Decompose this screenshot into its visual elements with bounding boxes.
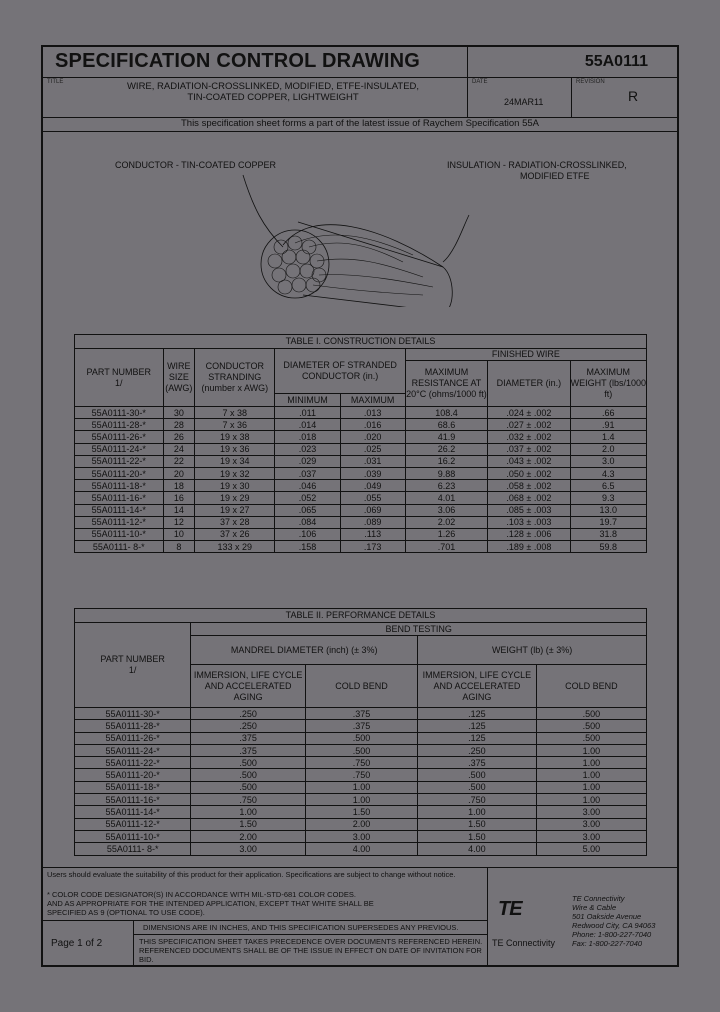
t2-header-part: PART NUMBER 1/: [75, 623, 191, 708]
table1-cell: .113: [340, 528, 405, 540]
table1-cell: .018: [275, 431, 340, 443]
table1-cell: .701: [405, 541, 487, 553]
table1-cell: .089: [340, 516, 405, 528]
table2-cell: .125: [418, 708, 537, 720]
table2-cell: .375: [418, 757, 537, 769]
table1-cell: 4.01: [405, 492, 487, 504]
table1-cell: 4.3: [570, 467, 646, 479]
table1-cell: 18: [163, 480, 195, 492]
table1-cell: 10: [163, 528, 195, 540]
table1-cell: .037 ± .002: [488, 443, 570, 455]
address-line6: Fax: 1-800-227-7040: [572, 939, 643, 948]
table2-row: [75, 720, 647, 732]
table1-cell: 1.26: [405, 528, 487, 540]
table1-cell: 19 x 27: [195, 504, 275, 516]
table2-row: [75, 757, 647, 769]
precedence-note: [139, 937, 483, 964]
table2-cell: .375: [305, 720, 417, 732]
table1-cell: 12: [163, 516, 195, 528]
table1-cell: .014: [275, 419, 340, 431]
table1-cell: .103 ± .003: [488, 516, 570, 528]
info-row: [43, 77, 677, 118]
table2-cell: 55A0111-20-*: [75, 769, 191, 781]
table1-cell: 55A0111-10-*: [75, 528, 164, 540]
table2-cell: .375: [305, 708, 417, 720]
table2-cell: .250: [191, 720, 306, 732]
table1-cell: 16.2: [405, 455, 487, 467]
table1-cell: .032 ± .002: [488, 431, 570, 443]
table1-cell: 68.6: [405, 419, 487, 431]
table1-row: [75, 528, 647, 540]
table1-cell: .020: [340, 431, 405, 443]
table1-row: [75, 480, 647, 492]
precedence-line1: THIS SPECIFICATION SHEET TAKES PRECEDENCE OVER DOCUMENTS REFERENCED HEREIN.: [139, 937, 483, 946]
table1-cell: 37 x 26: [195, 528, 275, 540]
table2-cell: 55A0111-26-*: [75, 732, 191, 744]
table1-cell: 55A0111-22-*: [75, 455, 164, 467]
table2-caption: TABLE II. PERFORMANCE DETAILS: [75, 609, 647, 623]
date-value: 24MAR11: [504, 97, 544, 107]
table1-cell: 14: [163, 504, 195, 516]
t2-header-mandrel-cold: COLD BEND: [305, 665, 417, 708]
table1-cell: .058 ± .002: [488, 480, 570, 492]
table2-cell: .500: [191, 757, 306, 769]
table1-cell: .069: [340, 504, 405, 516]
t1-header-wire-size: WIRE SIZE (AWG): [163, 349, 195, 407]
revision-label: REVISION: [576, 79, 605, 85]
address-line4: Redwood City, CA 94063: [572, 921, 656, 930]
table1-cell: 13.0: [570, 504, 646, 516]
performance-details-table: [74, 608, 647, 856]
table1-cell: .050 ± .002: [488, 467, 570, 479]
table2-cell: 55A0111-28-*: [75, 720, 191, 732]
table1-cell: 37 x 28: [195, 516, 275, 528]
table1-cell: 20: [163, 467, 195, 479]
table2-cell: 4.00: [418, 843, 537, 855]
footer-divider-2: [133, 934, 487, 935]
table2-cell: .500: [418, 769, 537, 781]
t1-header-stranding: CONDUCTOR STRANDING (number x AWG): [195, 349, 275, 407]
table2-cell: 55A0111-16-*: [75, 794, 191, 806]
address-line5: Phone: 1-800-227-7040: [572, 930, 652, 939]
table2-cell: .500: [536, 708, 646, 720]
table2-cell: 1.00: [305, 781, 417, 793]
table2-cell: 4.00: [305, 843, 417, 855]
table1-cell: 31.8: [570, 528, 646, 540]
table2-cell: .500: [305, 732, 417, 744]
table1-cell: 19 x 30: [195, 480, 275, 492]
table1-cell: 55A0111-20-*: [75, 467, 164, 479]
table1-cell: .158: [275, 541, 340, 553]
table1-cell: 19 x 29: [195, 492, 275, 504]
table1-cell: 55A0111-14-*: [75, 504, 164, 516]
table2-row: [75, 744, 647, 756]
table1-cell: .037: [275, 467, 340, 479]
table1-cell: .031: [340, 455, 405, 467]
table2-cell: 1.50: [418, 818, 537, 830]
spec-statement: This specification sheet forms a part of the latest issue of Raychem Specification 55A: [43, 117, 677, 132]
t1-header-part: PART NUMBER 1/: [75, 349, 164, 407]
table1-cell: 55A0111- 8-*: [75, 541, 164, 553]
table1-row: [75, 443, 647, 455]
table2-cell: 3.00: [536, 818, 646, 830]
table2-cell: 1.50: [418, 830, 537, 842]
table1-cell: 9.88: [405, 467, 487, 479]
table2-cell: .500: [191, 769, 306, 781]
construction-details-table: [74, 334, 647, 553]
doc-number-box: [467, 47, 678, 77]
table1-cell: 55A0111-24-*: [75, 443, 164, 455]
table2-cell: 3.00: [536, 806, 646, 818]
precedence-line2: REFERENCED DOCUMENTS SHALL BE OF THE ISSUE IN EFFECT ON DATE OF INVITATION FOR BID.: [139, 946, 482, 964]
address-line3: 501 Oakside Avenue: [572, 912, 642, 921]
table2-cell: .375: [191, 744, 306, 756]
date-label: DATE: [472, 79, 488, 85]
table1-row: [75, 467, 647, 479]
table1-cell: .189 ± .008: [488, 541, 570, 553]
notes-section: [43, 867, 677, 966]
table2-cell: .750: [305, 769, 417, 781]
table2-row: [75, 732, 647, 744]
table2-cell: 2.00: [305, 818, 417, 830]
doc-number: 55A0111: [584, 53, 648, 70]
disclaimer-line1: Users should evaluate the suitability of this product for their application. Specifications are subject to change without notice.: [47, 870, 456, 879]
table2-cell: 55A0111- 8-*: [75, 843, 191, 855]
table1-cell: 19 x 38: [195, 431, 275, 443]
table1-cell: 133 x 29: [195, 541, 275, 553]
table2-cell: .750: [418, 794, 537, 806]
table2-cell: 1.00: [536, 769, 646, 781]
table1-cell: 19 x 36: [195, 443, 275, 455]
table2-row: [75, 830, 647, 842]
table1-cell: .016: [340, 419, 405, 431]
revision-value: R: [628, 88, 639, 104]
specification-sheet: [41, 45, 679, 967]
table1-cell: .024 ± .002: [488, 407, 570, 419]
table1-cell: .91: [570, 419, 646, 431]
table2-row: [75, 794, 647, 806]
document-title: SPECIFICATION CONTROL DRAWING: [55, 50, 421, 72]
table1-cell: 55A0111-28-*: [75, 419, 164, 431]
conductor-callout: CONDUCTOR - TIN-COATED COPPER: [115, 160, 277, 170]
insulation-callout-line1: INSULATION - RADIATION-CROSSLINKED,: [447, 160, 627, 170]
t1-header-max: MAXIMUM: [340, 394, 405, 407]
te-logo: TE: [498, 898, 522, 920]
table2-cell: 2.00: [191, 830, 306, 842]
table2-cell: .125: [418, 720, 537, 732]
table2-cell: .500: [191, 781, 306, 793]
table2-cell: 55A0111-24-*: [75, 744, 191, 756]
table1-cell: 19 x 32: [195, 467, 275, 479]
t2-header-weight: WEIGHT (lb) (± 3%): [418, 636, 647, 665]
color-note-line3: SPECIFIED AS 9 (OPTIONAL TO USE CODE).: [47, 908, 205, 917]
table1-row: [75, 455, 647, 467]
insulation-callout-line2: MODIFIED ETFE: [520, 171, 590, 181]
table2-cell: .375: [191, 732, 306, 744]
t1-header-finished: FINISHED WIRE: [405, 349, 646, 361]
table2-cell: .500: [305, 744, 417, 756]
table1-cell: 30: [163, 407, 195, 419]
table1-cell: .128 ± .006: [488, 528, 570, 540]
table1-cell: .66: [570, 407, 646, 419]
table1-cell: 55A0111-18-*: [75, 480, 164, 492]
table2-row: [75, 818, 647, 830]
table2-cell: 3.00: [305, 830, 417, 842]
table1-cell: 8: [163, 541, 195, 553]
table2-cell: 1.00: [418, 806, 537, 818]
dimensions-note: DIMENSIONS ARE IN INCHES, AND THIS SPECIFICATION SUPERSEDES ANY PREVIOUS.: [143, 923, 459, 932]
table1-cell: 19.7: [570, 516, 646, 528]
table1-cell: 7 x 36: [195, 419, 275, 431]
table1-cell: 108.4: [405, 407, 487, 419]
table2-cell: .250: [418, 744, 537, 756]
table1-cell: .085 ± .003: [488, 504, 570, 516]
table1-cell: 7 x 38: [195, 407, 275, 419]
table1-cell: 26: [163, 431, 195, 443]
table1-cell: .065: [275, 504, 340, 516]
revision-box: [571, 77, 678, 117]
color-code-note: [47, 890, 487, 917]
t1-header-diameter: DIAMETER OF STRANDED CONDUCTOR (in.): [275, 349, 405, 394]
t2-body: [75, 708, 647, 856]
color-note-line2: AND AS APPROPRIATE FOR THE INTENDED APPLICATION, EXCEPT THAT WHITE SHALL BE: [47, 899, 374, 908]
address-line2: Wire & Cable: [572, 903, 617, 912]
t1-header-weight: MAXIMUM WEIGHT (lbs/1000 ft): [570, 361, 646, 407]
table1-cell: .043 ± .002: [488, 455, 570, 467]
table2-cell: .125: [418, 732, 537, 744]
table1-cell: 6.5: [570, 480, 646, 492]
table2-cell: 55A0111-12-*: [75, 818, 191, 830]
page-number: Page 1 of 2: [51, 938, 103, 949]
table2-cell: 1.00: [536, 794, 646, 806]
table1-cell: 55A0111-26-*: [75, 431, 164, 443]
wire-description: [103, 81, 443, 103]
table1-cell: .046: [275, 480, 340, 492]
t1-header-min: MINIMUM: [275, 394, 340, 407]
address-line1: TE Connectivity: [572, 894, 625, 903]
table2-cell: .750: [191, 794, 306, 806]
company-block: [487, 868, 678, 966]
table1-cell: 1.4: [570, 431, 646, 443]
table2-cell: 55A0111-30-*: [75, 708, 191, 720]
table1-cell: 28: [163, 419, 195, 431]
description-line1: WIRE, RADIATION-CROSSLINKED, MODIFIED, ETFE-INSULATED,: [126, 81, 420, 92]
table2-row: [75, 843, 647, 855]
table1-cell: 26.2: [405, 443, 487, 455]
table1-cell: .106: [275, 528, 340, 540]
color-note-line1: * COLOR CODE DESIGNATOR(S) IN ACCORDANCE WITH MIL-STD-681 COLOR CODES.: [47, 890, 356, 899]
t2-header-bend: BEND TESTING: [191, 623, 647, 636]
wire-illustration: [223, 167, 483, 307]
table1-cell: .027 ± .002: [488, 419, 570, 431]
table1-cell: 22: [163, 455, 195, 467]
table1-cell: .025: [340, 443, 405, 455]
table2-cell: 1.00: [536, 757, 646, 769]
table1-cell: .055: [340, 492, 405, 504]
table1-cell: .023: [275, 443, 340, 455]
table2-cell: .500: [418, 781, 537, 793]
table2-cell: 55A0111-10-*: [75, 830, 191, 842]
table1-row: [75, 419, 647, 431]
table1-cell: 3.0: [570, 455, 646, 467]
table2-row: [75, 708, 647, 720]
table1-cell: 3.06: [405, 504, 487, 516]
table2-cell: 1.00: [191, 806, 306, 818]
company-address: [572, 894, 655, 948]
table1-cell: 55A0111-16-*: [75, 492, 164, 504]
table2-cell: 1.00: [536, 781, 646, 793]
table2-row: [75, 781, 647, 793]
table1-row: [75, 431, 647, 443]
t2-header-mandrel-immersion: IMMERSION, LIFE CYCLE AND ACCELERATED AGING: [191, 665, 306, 708]
table2-row: [75, 806, 647, 818]
table1-cell: 9.3: [570, 492, 646, 504]
t2-header-weight-immersion: IMMERSION, LIFE CYCLE AND ACCELERATED AGING: [418, 665, 537, 708]
date-box: [467, 77, 572, 117]
table2-cell: .500: [536, 732, 646, 744]
title-label: TITLE: [47, 79, 64, 85]
description-line2: TIN-COATED COPPER, LIGHTWEIGHT: [187, 92, 359, 103]
table1-cell: .013: [340, 407, 405, 419]
table1-cell: .029: [275, 455, 340, 467]
table1-row: [75, 541, 647, 553]
table1-row: [75, 516, 647, 528]
table2-cell: 3.00: [191, 843, 306, 855]
table1-cell: .068 ± .002: [488, 492, 570, 504]
table1-cell: .049: [340, 480, 405, 492]
company-name: TE Connectivity: [492, 938, 556, 948]
table1-cell: .052: [275, 492, 340, 504]
table2-cell: 55A0111-14-*: [75, 806, 191, 818]
table1-row: [75, 492, 647, 504]
table1-row: [75, 504, 647, 516]
table2-cell: .250: [191, 708, 306, 720]
table1-cell: .084: [275, 516, 340, 528]
t1-header-fin-diameter: DIAMETER (in.): [488, 361, 570, 407]
table1-cell: 2.0: [570, 443, 646, 455]
t2-header-mandrel: MANDREL DIAMETER (inch) (± 3%): [191, 636, 418, 665]
table1-cell: 55A0111-12-*: [75, 516, 164, 528]
table1-cell: 24: [163, 443, 195, 455]
table2-cell: 1.50: [191, 818, 306, 830]
title-row: [43, 47, 677, 78]
table1-cell: 16: [163, 492, 195, 504]
table1-row: [75, 407, 647, 419]
table1-cell: 59.8: [570, 541, 646, 553]
table1-cell: 41.9: [405, 431, 487, 443]
table1-cell: 19 x 34: [195, 455, 275, 467]
table2-cell: 1.00: [305, 794, 417, 806]
table1-cell: .011: [275, 407, 340, 419]
t1-body: [75, 407, 647, 553]
table1-cell: .173: [340, 541, 405, 553]
table2-row: [75, 769, 647, 781]
table2-cell: 55A0111-18-*: [75, 781, 191, 793]
table2-cell: 1.00: [536, 744, 646, 756]
table1-cell: 2.02: [405, 516, 487, 528]
table1-cell: 55A0111-30-*: [75, 407, 164, 419]
table2-cell: 5.00: [536, 843, 646, 855]
table2-cell: 1.50: [305, 806, 417, 818]
table2-cell: .750: [305, 757, 417, 769]
table1-cell: .039: [340, 467, 405, 479]
table2-cell: .500: [536, 720, 646, 732]
t2-header-weight-cold: COLD BEND: [536, 665, 646, 708]
table1-cell: 6.23: [405, 480, 487, 492]
table1-caption: TABLE I. CONSTRUCTION DETAILS: [75, 335, 647, 349]
table2-cell: 3.00: [536, 830, 646, 842]
table2-cell: 55A0111-22-*: [75, 757, 191, 769]
t1-header-resistance: MAXIMUM RESISTANCE AT 20°C (ohms/1000 ft): [405, 361, 487, 407]
